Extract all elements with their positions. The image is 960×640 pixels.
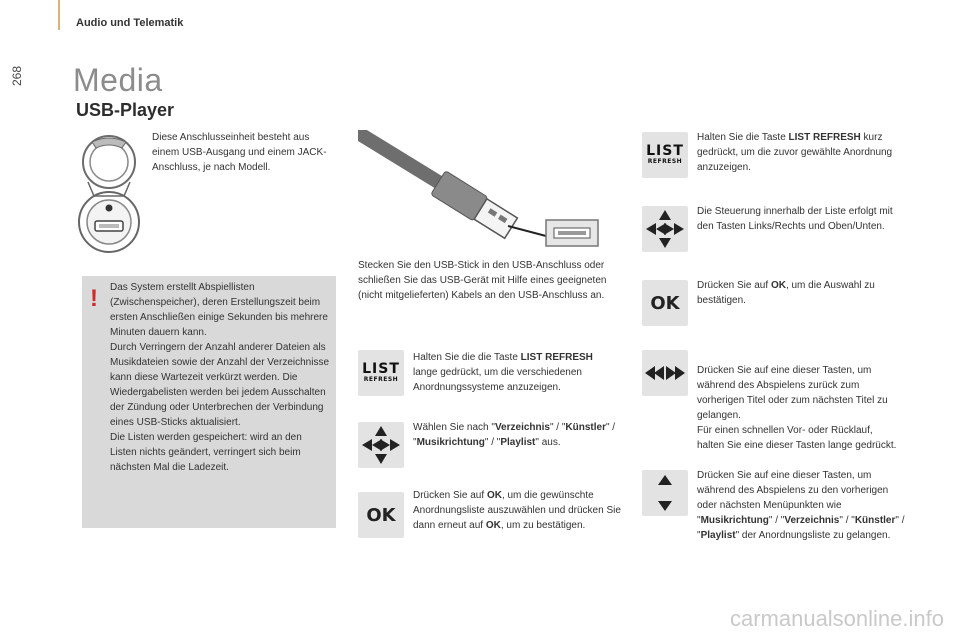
page-number: 268 xyxy=(10,65,24,86)
list-refresh-icon xyxy=(642,132,688,178)
section-subtitle: USB-Player xyxy=(76,100,175,120)
right-step-2-text: Die Steuerung innerhalb der Liste erfolgt mit den Tasten Links/Rechts und Oben/Unten. xyxy=(697,206,893,232)
right-step-5-text: Drücken Sie auf eine dieser Tasten, um während des Abspielens zu den vorherigen oder nächsten Menüpunkten wie "Musikrichtung" / "Verzeichnis" / "Künstler" / "Playlist" der Anordnungsliste zu gelangen. xyxy=(697,470,905,541)
right-step-1-text: Halten Sie die Taste LIST REFRESH kurz gedrückt, um die zuvor gewählte Anordnung anzuzeigen. xyxy=(697,132,893,173)
list-refresh-icon-top: LIST xyxy=(362,360,400,377)
section-title: Audio und Telematik xyxy=(76,17,184,29)
arrows-four-way-icon xyxy=(642,206,688,252)
warning-text: Das System erstellt Abspiellisten (Zwischenspeicher), deren Erstellungszeit beim ersten Anschließen einige Sekunden bis mehrere Minuten dauern kann. Durch Verringern der Anzahl anderer Dateien als Musikdateien sowie der Anzahl der Verzeichnisse kann diese Wartezeit verkürzt werden. Die Wiedergabelisten werden bei jedem Ausschalten der Zündung oder Unterbrechen der Verbindung eines USB-Sticks aktualisiert. Die Listen werden gespeichert: wird an den Listen nichts geändert, verringert sich beim nächsten Mal die Ladezeit. xyxy=(110,282,330,473)
ok-icon: OK xyxy=(642,280,688,326)
page-number-wrap xyxy=(10,65,50,100)
right-step-4-text: Drücken Sie auf eine dieser Tasten, um während des Abspielens zurück zum vorherigen Titel oder zum nächsten Titel zu gelangen. Für einen schnellen Vor- oder Rücklauf, halten Sie eine dieser Tasten lange gedrückt. xyxy=(697,365,897,451)
list-refresh-icon-top: LIST xyxy=(646,142,684,159)
list-refresh-icon xyxy=(358,350,404,396)
watermark: carmanualsonline.info xyxy=(729,606,944,631)
page-title: Media xyxy=(73,62,163,98)
warning-mark: ! xyxy=(90,285,98,312)
middle-step-3-text: Drücken Sie auf OK, um die gewünschte Anordnungsliste auszuwählen und drücken Sie dann erneut auf OK, um zu bestätigen. xyxy=(413,490,621,531)
ok-icon: OK xyxy=(358,492,404,538)
middle-step-2-text: Wählen Sie nach "Verzeichnis" / "Künstler" / "Musikrichtung" / "Playlist" aus. xyxy=(413,422,616,448)
list-refresh-icon-bottom: REFRESH xyxy=(647,157,683,165)
arrows-up-down-icon xyxy=(642,470,688,516)
arrows-left-right-icon xyxy=(642,350,688,396)
arrows-four-way-icon xyxy=(358,422,404,468)
usb-stick-illustration xyxy=(358,130,608,248)
middle-step-1-text: Halten Sie die die Taste LIST REFRESH lange gedrückt, um die verschiedenen Anordnungssysteme anzuzeigen. xyxy=(413,352,593,393)
right-step-3-text: Drücken Sie auf OK, um die Auswahl zu bestätigen. xyxy=(697,280,875,306)
intro-text: Diese Anschlusseinheit besteht aus einem USB-Ausgang und einem JACK-Anschluss, je nach Modell. xyxy=(152,132,327,173)
header-accent-bar xyxy=(58,0,60,30)
usb-instruction-text: Stecken Sie den USB-Stick in den USB-Anschluss oder schließen Sie das USB-Gerät mit Hilfe eines geeigneten (nicht mitgelieferten) Kabels an den USB-Anschluss an. xyxy=(358,260,607,301)
list-refresh-icon-bottom: REFRESH xyxy=(363,375,399,383)
usb-jack-port-illustration xyxy=(74,132,144,254)
